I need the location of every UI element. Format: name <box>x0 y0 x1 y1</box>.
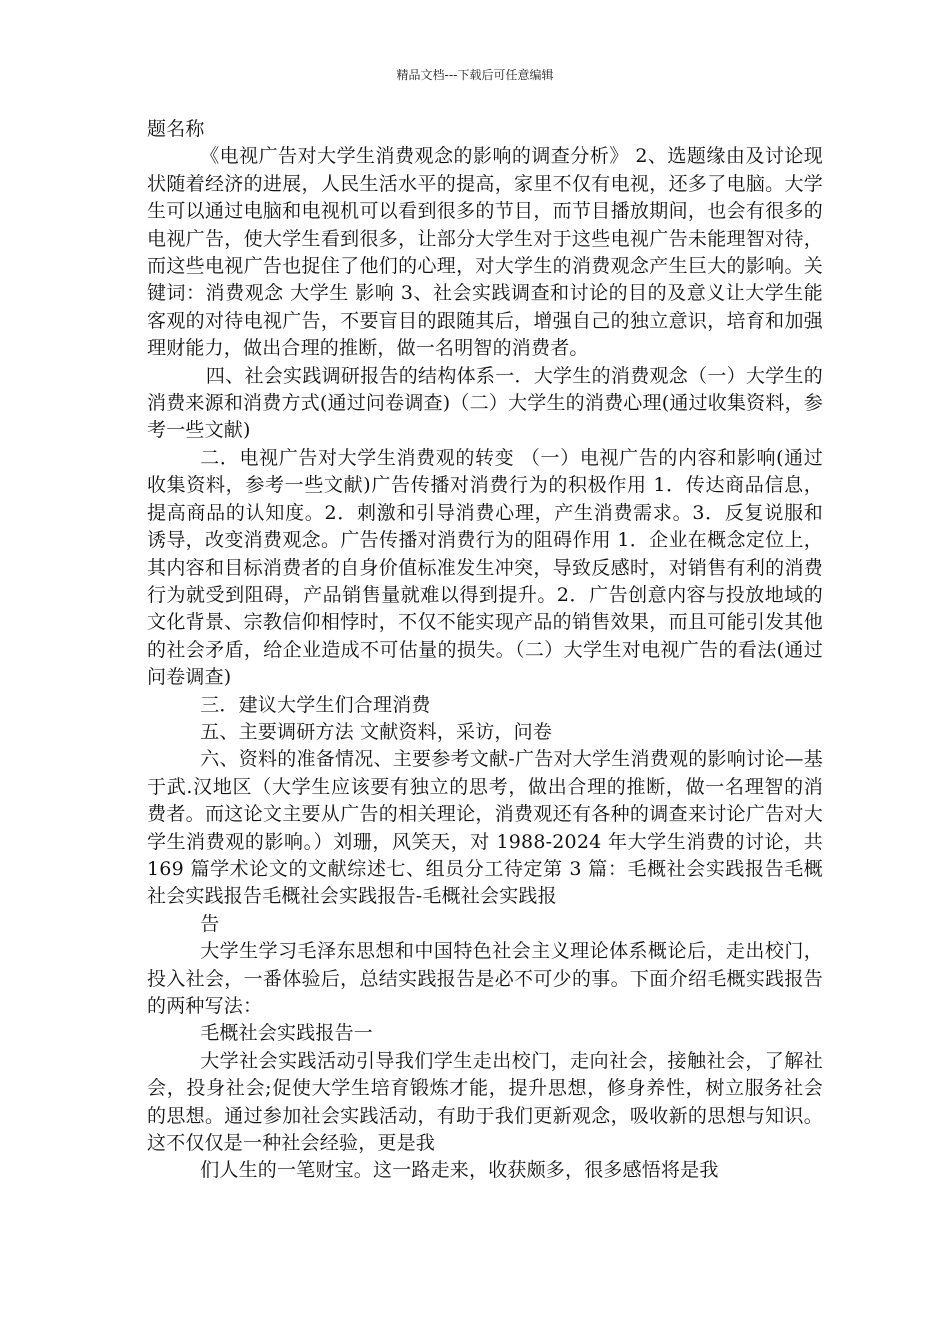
paragraph-report-heading: 毛概社会实践报告一 <box>200 1022 373 1045</box>
section-title: 题名称 <box>147 118 205 140</box>
paragraph-topic: 《电视广告对大学生消费观念的影响的调查分析》 2、选题缘由及讨论现状随着经济的进展，人民生活水平的提高，家里不仅有电视，还多了电脑。大学生可以通过电脑和电视机可以看到很多的节目，而节目播放期间，也会有很多的电视广告，使大学生看到很多，让部分大学生对于这些电视广告未能理智对待，而这些电视广告也捉住了他们的心理，对大学生的消费观念产生巨大的影响。关键词：消费观念 大学生 影响 3、社会实践调查和讨论的目的及意义让大学生能客观的对待电视广告，不要盲目的跟随其后，增强自己的独立意识，培育和加强理财能力，做出合理的推断，做一名明智的消费者。 <box>147 145 823 360</box>
document-body <box>147 116 823 1185</box>
paragraph-report-body: 大学社会实践活动引导我们学生走出校门，走向社会，接触社会，了解社会，投身社会;促使大学生培育锻炼才能，提升思想，修身养性，树立服务社会的思想。通过参加社会实践活动，有助于我们更新观念，吸收新的思想与知识。这不仅仅是一种社会经验，更是我 <box>147 1049 823 1155</box>
paragraph-intro: 大学生学习毛泽东思想和中国特色社会主义理论体系概论后，走出校门，投入社会，一番体验后，总结实践报告是必不可少的事。下面介绍毛概实践报告的两种写法： <box>147 940 823 1017</box>
paragraph-tv-ads: 二．电视广告对大学生消费观的转变 （一）电视广告的内容和影响(通过收集资料，参考一些文献)广告传播对消费行为的积极作用 1．传达商品信息，提高商品的认知度。2．刺激和引导消费心理，产生消费需求。3．反复说服和诱导，改变消费观念。广告传播对消费行为的阻碍作用 1．企业在概念定位上，其内容和目标消费者的自身价值标准发生冲突，导致反感时，对销售有利的消费行为就受到阻碍，产品销售量就难以得到提升。2．广告创意内容与投放地域的文化背景、宗教信仰相悖时，不仅不能实现产品的销售效果，而且可能引发其他的社会矛盾，给企业造成不可估量的损失。（二）大学生对电视广告的看法(通过问卷调查) <box>147 446 823 689</box>
paragraph-advice: 三．建议大学生们合理消费 <box>200 693 431 716</box>
paragraph-fragment: 告 <box>200 912 220 935</box>
paragraph-methods: 五、主要调研方法 文献资料，采访，问卷 <box>200 720 553 743</box>
paragraph-references: 六、资料的准备情况、主要参考文献-广告对大学生消费观的影响讨论—基于武.汉地区（大学生应该要有独立的思考，做出合理的推断，做一名理智的消费者。而这论文主要从广告的相关理论，消费观还有各种的调查来讨论广告对大学生消费观的影响。）刘珊，风笑天，对 1988-2024 年大学生消费的讨论，共 169 篇学术论文的文献综述七、组员分工待定第 3 篇：毛概社会实践报告毛概社会实践报告毛概社会实践报告-毛概社会实践报 <box>147 748 823 908</box>
paragraph-continuation: 们人生的一笔财宝。这一路走来，收获颇多，很多感悟将是我 <box>200 1159 719 1182</box>
paragraph-structure: 四、社会实践调研报告的结构体系一．大学生的消费观念（一）大学生的消费来源和消费方式(通过问卷调查)（二）大学生的消费心理(通过收集资料，参考一些文献) <box>147 364 823 442</box>
page-header: 精品文档---下载后可任意编辑 <box>396 68 554 82</box>
